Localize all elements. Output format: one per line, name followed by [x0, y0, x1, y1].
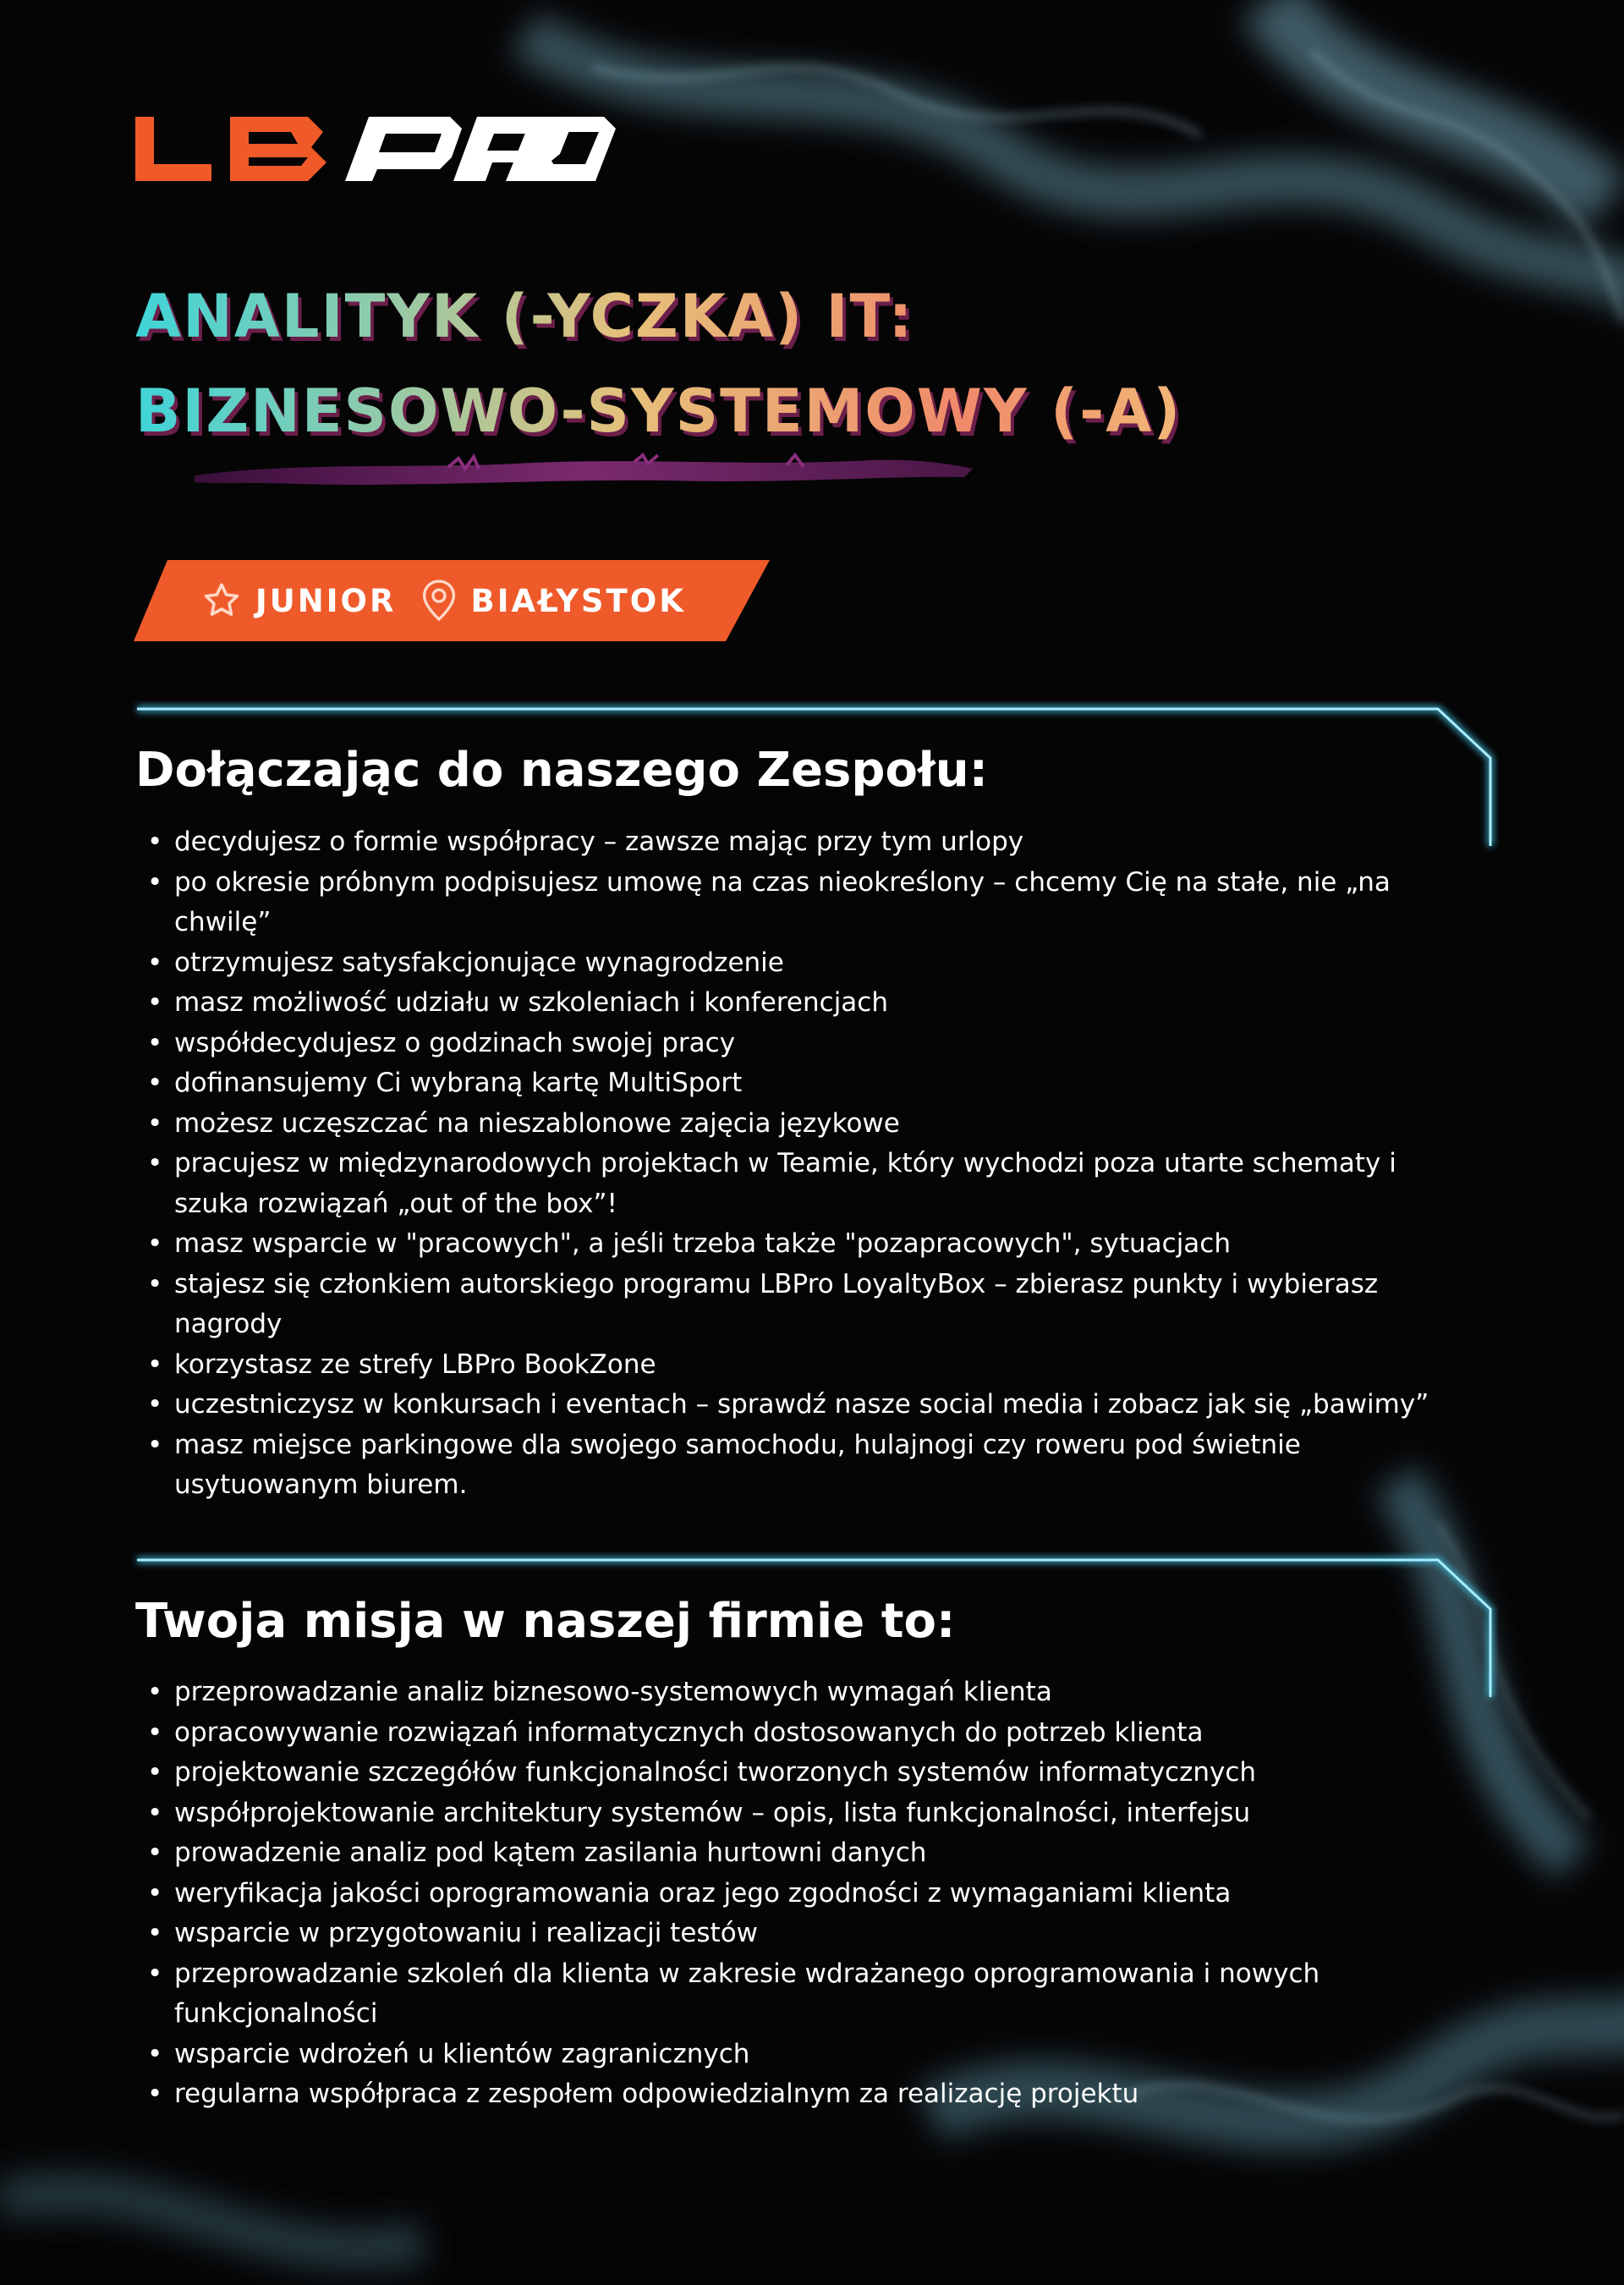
list-item: • wsparcie w przygotowaniu i realizacji testów: [135, 1914, 1455, 1954]
list-item: • możesz uczęszczać na nieszablonowe zajęcia językowe: [135, 1104, 1455, 1145]
brush-stroke: [195, 450, 973, 492]
list-item: • współprojektowanie architektury systemów – opis, lista funkcjonalności, interfejsu: [135, 1793, 1455, 1834]
job-title: [135, 269, 1235, 459]
list-item: • współdecydujesz o godzinach swojej pracy: [135, 1024, 1455, 1064]
level-tag: [201, 580, 397, 621]
star-icon: [201, 580, 242, 621]
job-badge: [201, 560, 686, 641]
list-item: • masz miejsce parkingowe dla swojego samochodu, hulajnogi czy roweru pod świetnie usytuowanym biurem.: [135, 1425, 1455, 1506]
logo-o-letter: [506, 117, 616, 181]
list-item: • pracujesz w międzynarodowych projektach w Teamie, który wychodzi poza utarte schematy i szuka rozwiązań „out of the box”!: [135, 1144, 1455, 1224]
list-item: • projektowanie szczegółów funkcjonalności tworzonych systemów informatycznych: [135, 1753, 1455, 1793]
list-item: • przeprowadzanie szkoleń dla klienta w zakresie wdrażanego oprogramowania i nowych funkcjonalności: [135, 1954, 1455, 2035]
benefits-list: [135, 822, 1455, 1506]
list-item: • otrzymujesz satysfakcjonujące wynagrodzenie: [135, 943, 1455, 984]
benefits-heading: Dołączając do naszego Zespołu:: [135, 743, 988, 798]
level-label: JUNIOR: [255, 582, 397, 619]
location-label: BIAŁYSTOK: [470, 582, 686, 619]
list-item: • stajesz się członkiem autorskiego programu LBPro LoyaltyBox – zbierasz punkty i wybierasz nagrody: [135, 1265, 1455, 1345]
list-item: • korzystasz ze strefy LBPro BookZone: [135, 1345, 1455, 1386]
job-title-line-1: ANALITYK (-YCZKA) IT:: [135, 282, 914, 351]
list-item: • przeprowadzanie analiz biznesowo-systemowych wymagań klienta: [135, 1673, 1455, 1713]
list-item: • regularna współpraca z zespołem odpowiedzialnym za realizację projektu: [135, 2074, 1455, 2115]
location-pin-icon: [420, 579, 458, 623]
location-tag: [420, 579, 686, 623]
list-item: • masz wsparcie w "pracowych", a jeśli trzeba także "pozapracowych", sytuacjach: [135, 1224, 1455, 1265]
mission-heading: Twoja misja w naszej firmie to:: [135, 1594, 956, 1649]
list-item: • dofinansujemy Ci wybraną kartę MultiSport: [135, 1063, 1455, 1104]
list-item: • masz możliwość udziału w szkoleniach i konferencjach: [135, 983, 1455, 1024]
list-item: • wsparcie wdrożeń u klientów zagranicznych: [135, 2035, 1455, 2075]
list-item: • decydujesz o formie współpracy – zawsze mając przy tym urlopy: [135, 822, 1455, 863]
mission-list: [135, 1673, 1455, 2115]
list-item: • opracowywanie rozwiązań informatycznych dostosowanych do potrzeb klienta: [135, 1713, 1455, 1754]
job-title-line-2: BIZNESOWO-SYSTEMOWY (-A): [135, 376, 1182, 446]
list-item: • uczestniczysz w konkursach i eventach – sprawdź nasze social media i zobacz jak się „bawimy”: [135, 1385, 1455, 1425]
list-item: • weryfikacja jakości oprogramowania oraz jego zgodności z wymaganiami klienta: [135, 1874, 1455, 1914]
list-item: • po okresie próbnym podpisujesz umowę na czas nieokreślony – chcemy Cię na stałe, nie „na chwilę”: [135, 863, 1455, 943]
list-item: • prowadzenie analiz pod kątem zasilania hurtowni danych: [135, 1833, 1455, 1874]
